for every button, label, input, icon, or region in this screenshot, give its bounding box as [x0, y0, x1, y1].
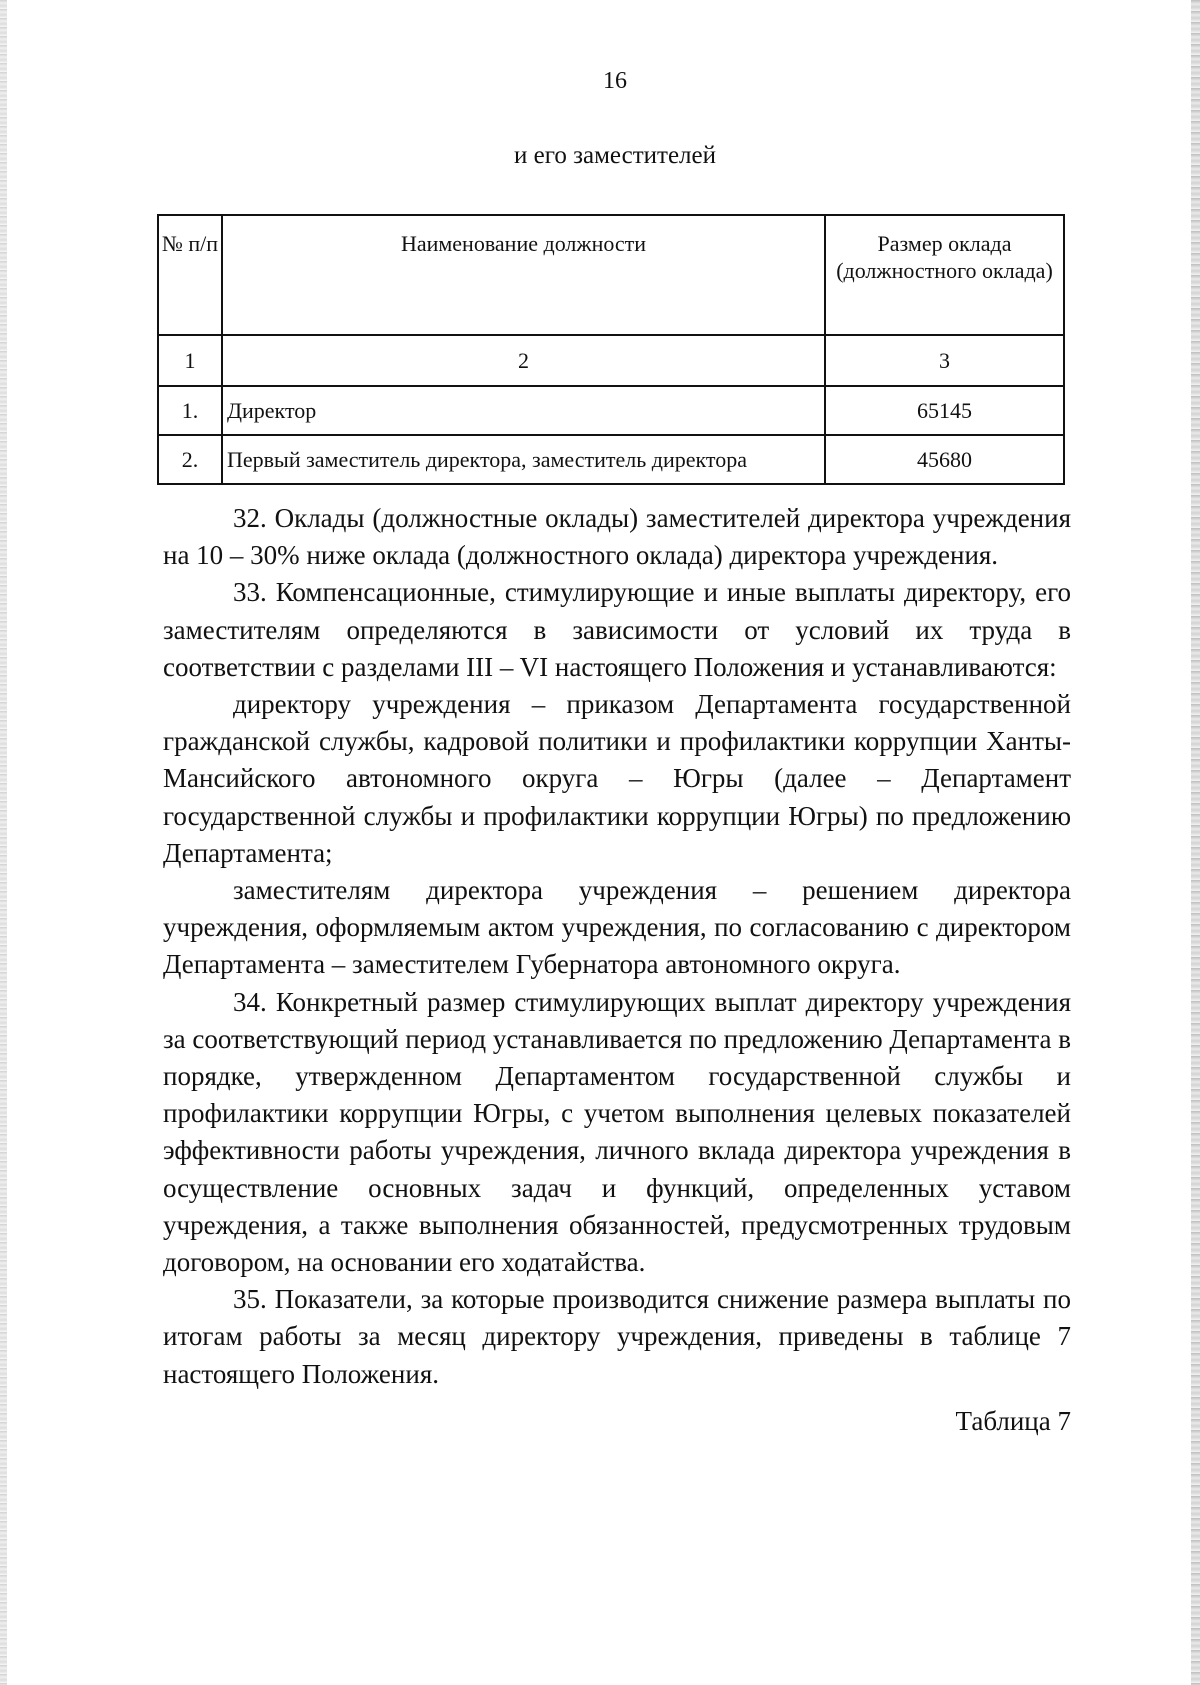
column-number-2: 2	[222, 335, 825, 386]
row-salary: 65145	[825, 386, 1064, 435]
next-table-label: Таблица 7	[955, 1405, 1071, 1436]
table-header-row	[158, 215, 1064, 335]
header-salary: Размер оклада (должностного оклада)	[825, 215, 1064, 335]
column-number-3: 3	[825, 335, 1064, 386]
header-position: Наименование должности	[222, 215, 825, 335]
document-body	[163, 500, 1071, 1440]
row-position-name: Директор	[222, 386, 825, 435]
header-number: № п/п	[158, 215, 222, 335]
row-position-name: Первый заместитель директора, заместитель директора	[222, 435, 825, 484]
paragraph-35: 35. Показатели, за которые производится снижение размера выплаты по итогам работы за месяц директору учреждения, приведены в таблице 7 настоящего Положения.	[163, 1284, 1071, 1389]
page-number: 16	[603, 68, 627, 94]
column-number-1: 1	[158, 335, 222, 386]
paragraph-34: 34. Конкретный размер стимулирующих выплат директору учреждения за соответствующий период устанавливается по предложению Департамента в порядке, утвержденном Департаментом государственной службы и профилактики коррупции Югры, с учетом выполнения целевых показателей эффективности работы учреждения, личного вклада директора учреждения в осуществление основных задач и функций, определенных уставом учреждения, а также выполнения обязанностей, предусмотренных трудовым договором, на основании его ходатайства.	[163, 986, 1071, 1278]
paragraph-33: 33. Компенсационные, стимулирующие и иные выплаты директору, его заместителям определяются в зависимости от условий их труда в соответствии с разделами III – VI настоящего Положения и устанавливаются:	[163, 577, 1071, 682]
salary-table	[157, 214, 1065, 485]
table-row	[158, 435, 1064, 484]
paragraph-32: 32. Оклады (должностные оклады) заместителей директора учреждения на 10 – 30% ниже оклада (должностного оклада) директора учреждения.	[163, 503, 1071, 571]
row-salary: 45680	[825, 435, 1064, 484]
table-caption: и его заместителей	[514, 142, 716, 169]
column-number-row	[158, 335, 1064, 386]
row-number: 2.	[158, 435, 222, 484]
table-row	[158, 386, 1064, 435]
scan-edge-right	[1191, 0, 1200, 1685]
paragraph-deputies: заместителям директора учреждения – решением директора учреждения, оформляемым актом учреждения, по согласованию с директором Департамента – заместителем Губернатора автономного округа.	[163, 875, 1071, 980]
paragraph-director: директору учреждения – приказом Департамента государственной гражданской службы, кадровой политики и профилактики коррупции Ханты-Мансийского автономного округа – Югры (далее – Департамент государственной службы и профилактики коррупции Югры) по предложению Департамента;	[163, 689, 1071, 868]
row-number: 1.	[158, 386, 222, 435]
scan-edge-left	[0, 0, 7, 1685]
